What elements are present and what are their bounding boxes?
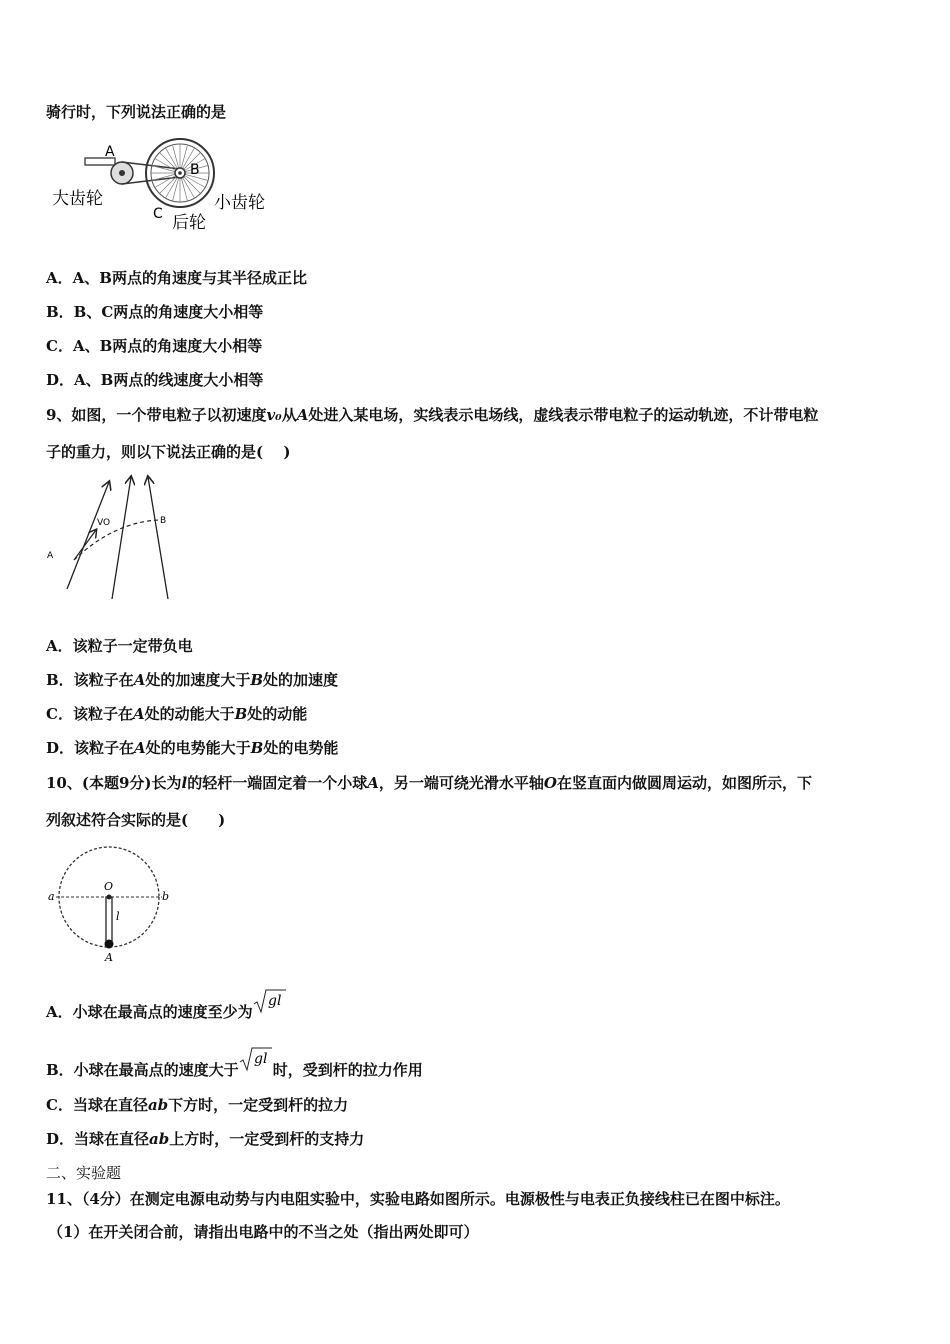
option-9d: D．该粒子在A处的电势能大于B处的电势能 bbox=[46, 739, 339, 757]
circular-motion-figure bbox=[44, 840, 174, 966]
svg-text:gl: gl bbox=[253, 1051, 268, 1067]
electric-field-figure bbox=[44, 474, 184, 604]
label-big-gear: 大齿轮 bbox=[52, 189, 103, 209]
question-10-line2: 列叙述符合实际的是( ) bbox=[46, 811, 226, 829]
label-b: B bbox=[160, 516, 167, 526]
question-11: 11、（4分）在测定电源电动势与内电阻实验中，实验电路如图所示。电源极性与电表正负接线柱已在图中标注。 bbox=[46, 1190, 790, 1208]
option-10a: A．小球在最高点的速度至少为 gl bbox=[46, 988, 287, 1022]
sqrt-gl bbox=[239, 1046, 273, 1072]
option-8a: A．A、B两点的角速度与其半径成正比 bbox=[46, 269, 307, 287]
label-o: O bbox=[104, 880, 114, 893]
option-8d: D．A、B两点的线速度大小相等 bbox=[46, 371, 264, 389]
question-intro: 骑行时，下列说法正确的是 bbox=[46, 103, 227, 121]
sqrt-gl bbox=[253, 988, 287, 1014]
option-8c: C．A、B两点的角速度大小相等 bbox=[46, 337, 263, 355]
question-9-line1: 9、如图，一个带电粒子以初速度v₀从A处进入某电场，实线表示电场线，虚线表示带电粒子的运动轨迹，不计带电粒 bbox=[46, 406, 819, 424]
option-9b: B．该粒子在A处的加速度大于B处的加速度 bbox=[46, 671, 339, 689]
option-10b: B．小球在最高点的速度大于 gl 时，受到杆的拉力作用 bbox=[46, 1046, 423, 1080]
label-rear-wheel: 后轮 bbox=[172, 213, 206, 233]
label-b: B bbox=[190, 162, 200, 178]
option-8b: B．B、C两点的角速度大小相等 bbox=[46, 303, 264, 321]
label-a-ball: A bbox=[105, 951, 113, 964]
label-a-left: a bbox=[48, 890, 55, 903]
label-c: C bbox=[153, 206, 163, 222]
label-v0: VO bbox=[97, 518, 111, 528]
option-9c: C．该粒子在A处的动能大于B处的动能 bbox=[46, 705, 308, 723]
label-l: l bbox=[116, 910, 120, 923]
option-10d: D．当球在直径ab上方时，一定受到杆的支持力 bbox=[46, 1130, 365, 1148]
question-11-part1: （1）在开关闭合前，请指出电路中的不当之处（指出两处即可） bbox=[48, 1223, 479, 1241]
label-b-right: b bbox=[162, 890, 170, 903]
label-small-gear: 小齿轮 bbox=[214, 193, 265, 213]
svg-text:gl: gl bbox=[267, 993, 282, 1009]
label-a: A bbox=[47, 551, 54, 561]
bicycle-gear-figure bbox=[50, 132, 280, 238]
question-10-line1: 10、(本题9分)长为l的轻杆一端固定着一个小球A，另一端可绕光滑水平轴O在竖直面内做圆周运动，如图所示，下 bbox=[46, 774, 812, 792]
label-a: A bbox=[105, 144, 115, 160]
question-9-line2: 子的重力，则以下说法正确的是( ) bbox=[46, 443, 291, 461]
option-9a: A．该粒子一定带负电 bbox=[46, 637, 193, 655]
section-title: 二、实验题 bbox=[46, 1164, 122, 1182]
option-10c: C．当球在直径ab下方时，一定受到杆的拉力 bbox=[46, 1096, 349, 1114]
